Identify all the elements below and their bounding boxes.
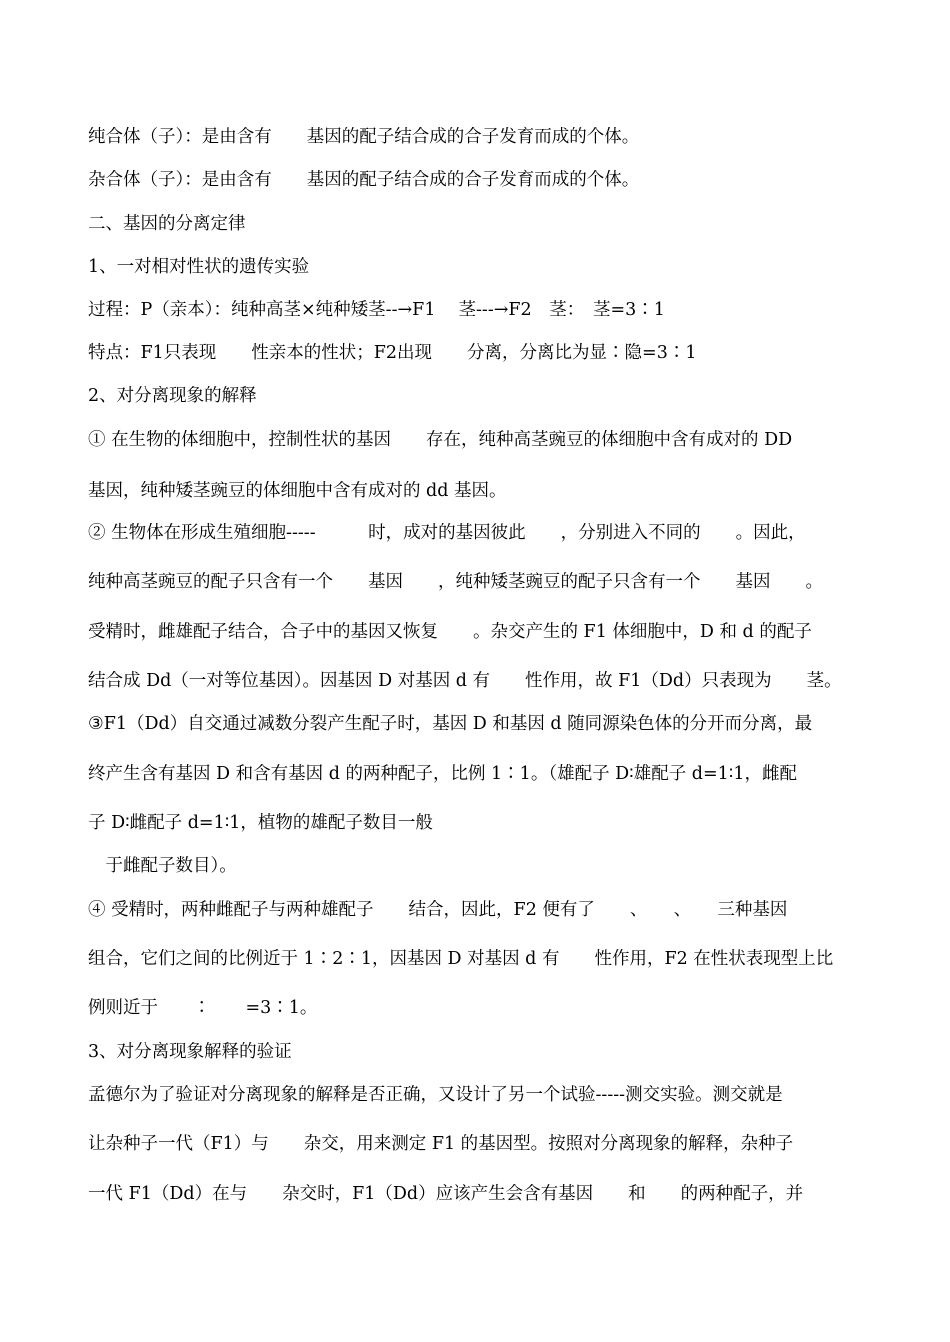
text-line: 终产生含有基因 D 和含有基因 d 的两种配子，比例 1∶1。（雄配子 D∶雄配子 d=1∶1，雌配: [88, 764, 797, 784]
section-heading: 二、基因的分离定律: [88, 214, 246, 234]
text-line: ④ 受精时，两种雌配子与两种雄配子 结合，因此，F2 便有了 、 、 三种基因: [88, 900, 788, 920]
text-line: 纯合体（子）：是由含有 基因的配子结合成的合子发育而成的个体。: [88, 127, 640, 147]
subsection-heading: 2、对分离现象的解释: [88, 386, 257, 406]
text-line: 过程：P（亲本）：纯种高茎×纯种矮茎--→F1 茎---→F2 茎： 茎=3∶1: [88, 300, 665, 320]
text-line: ① 在生物的体细胞中，控制性状的基因 存在，纯种高茎豌豆的体细胞中含有成对的 DD: [88, 430, 793, 450]
subsection-heading: 1、一对相对性状的遗传实验: [88, 257, 310, 277]
text-line: 于雌配子数目）。: [88, 856, 237, 876]
text-line: 结合成 Dd（一对等位基因）。因基因 D 对基因 d 有 性作用，故 F1（Dd）只表现为 茎。: [88, 671, 842, 691]
text-line: 让杂种子一代（F1）与 杂交，用来测定 F1 的基因型。按照对分离现象的解释，杂种子: [88, 1134, 794, 1154]
text-line: ② 生物体在形成生殖细胞----- 时，成对的基因彼此 ，分别进入不同的 。因此，: [88, 523, 806, 543]
text-line: 纯种高茎豌豆的配子只含有一个 基因 ，纯种矮茎豌豆的配子只含有一个 基因 。: [88, 572, 823, 592]
text-line: 组合，它们之间的比例近于 1∶2∶1，因基因 D 对基因 d 有 性作用，F2 在性状表现型上比: [88, 949, 834, 969]
text-line: ③F1（Dd）自交通过减数分裂产生配子时，基因 D 和基因 d 随同源染色体的分开而分离，最: [88, 714, 813, 734]
text-line: 受精时，雌雄配子结合，合子中的基因又恢复 。杂交产生的 F1 体细胞中，D 和 d 的配子: [88, 622, 812, 642]
text-line: 特点：F1只表现 性亲本的性状；F2出现 分离，分离比为显∶隐=3∶1: [88, 343, 697, 363]
text-line: 例则近于 ∶ =3∶1。: [88, 998, 318, 1018]
text-line: 孟德尔为了验证对分离现象的解释是否正确，又设计了另一个试验-----测交实验。测交就是: [88, 1085, 783, 1105]
text-line: 一代 F1（Dd）在与 杂交时，F1（Dd）应该产生会含有基因 和 的两种配子，并: [88, 1184, 804, 1204]
text-line: 杂合体（子）：是由含有 基因的配子结合成的合子发育而成的个体。: [88, 170, 640, 190]
text-line: 基因，纯种矮茎豌豆的体细胞中含有成对的 dd 基因。: [88, 481, 507, 501]
text-line: 子 D∶雌配子 d=1∶1，植物的雄配子数目一般: [88, 813, 433, 833]
subsection-heading: 3、对分离现象解释的验证: [88, 1042, 292, 1062]
